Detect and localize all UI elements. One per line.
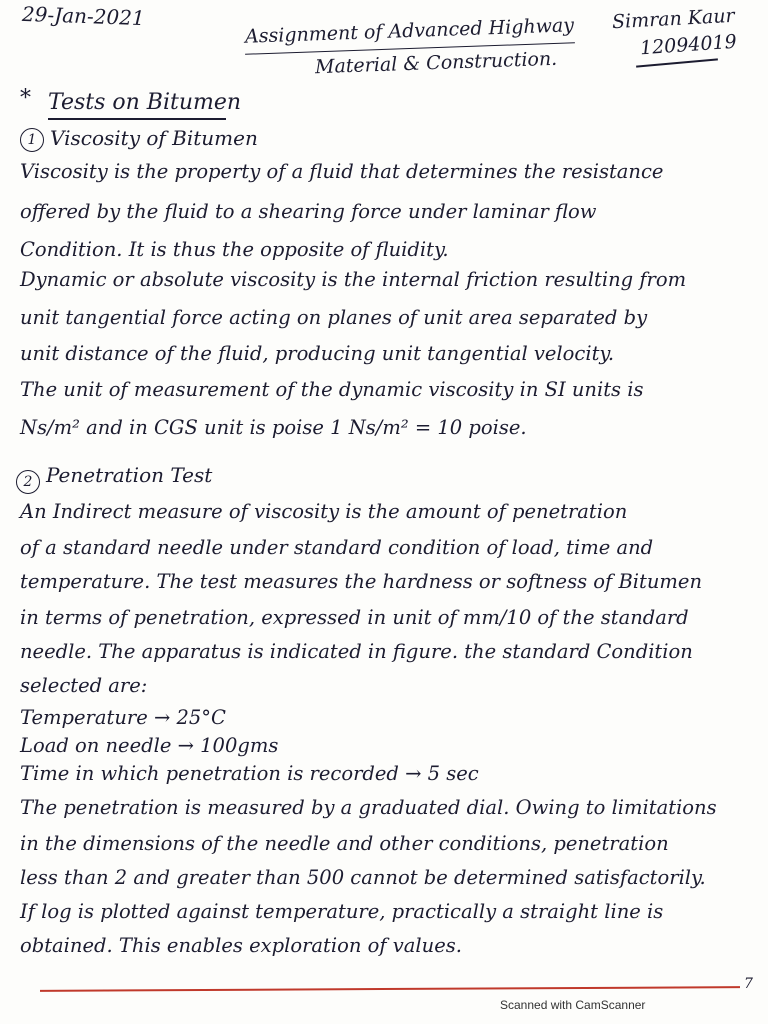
body-line: Dynamic or absolute viscosity is the internal friction resulting from — [20, 268, 687, 291]
page-bottom-rule — [40, 986, 740, 992]
corner-mark: 7 — [744, 976, 753, 992]
body-line: unit distance of the fluid, producing unit tangential velocity. — [20, 342, 615, 365]
body-line: Load on needle → 100gms — [20, 734, 279, 757]
subsection-title-1: Viscosity of Bitumen — [50, 126, 258, 150]
body-line: The penetration is measured by a graduated dial. Owing to limitations — [20, 796, 717, 819]
body-line: Time in which penetration is recorded → 5 sec — [20, 762, 479, 785]
body-line: Temperature → 25°C — [20, 706, 226, 729]
body-line: temperature. The test measures the hardness or softness of Bitumen — [20, 570, 703, 593]
body-line: selected are: — [20, 674, 148, 697]
body-line: An Indirect measure of viscosity is the amount of penetration — [20, 500, 628, 523]
body-line: in the dimensions of the needle and other conditions, penetration — [20, 832, 669, 855]
subsection-title-2: Penetration Test — [46, 463, 213, 487]
section-heading-underline — [48, 118, 226, 120]
body-line: If log is plotted against temperature, practically a straight line is — [20, 900, 664, 923]
body-line: Viscosity is the property of a fluid that determines the resistance — [20, 160, 664, 183]
body-line: in terms of penetration, expressed in unit of mm/10 of the standard — [20, 606, 689, 629]
subsection-number-1: 1 — [20, 128, 44, 152]
body-line: unit tangential force acting on planes of unit area separated by — [20, 306, 648, 329]
subsection-number-2: 2 — [16, 470, 40, 494]
body-line: obtained. This enables exploration of values. — [20, 934, 462, 957]
body-line: less than 2 and greater than 500 cannot be determined satisfactorily. — [20, 866, 706, 889]
body-line: Condition. It is thus the opposite of fluidity. — [20, 238, 449, 261]
title-line-1: Assignment of Advanced Highway — [244, 14, 575, 48]
scanner-watermark: Scanned with CamScanner — [500, 998, 646, 1012]
star-marker: * — [20, 86, 31, 111]
body-line: needle. The apparatus is indicated in figure. the standard Condition — [20, 640, 693, 663]
section-heading: Tests on Bitumen — [48, 90, 242, 115]
body-line: Ns/m² and in CGS unit is poise 1 Ns/m² = 10 poise. — [20, 416, 527, 439]
title-line-2: Material & Construction. — [314, 47, 558, 79]
author-name: Simran Kaur — [611, 4, 736, 34]
body-line: offered by the fluid to a shearing force under laminar flow — [20, 200, 597, 223]
roll-number-underline — [636, 58, 718, 67]
roll-number: 12094019 — [639, 30, 738, 60]
date: 29-Jan-2021 — [21, 1, 146, 31]
body-line: of a standard needle under standard condition of load, time and — [20, 536, 654, 559]
body-line: The unit of measurement of the dynamic viscosity in SI units is — [20, 378, 644, 401]
